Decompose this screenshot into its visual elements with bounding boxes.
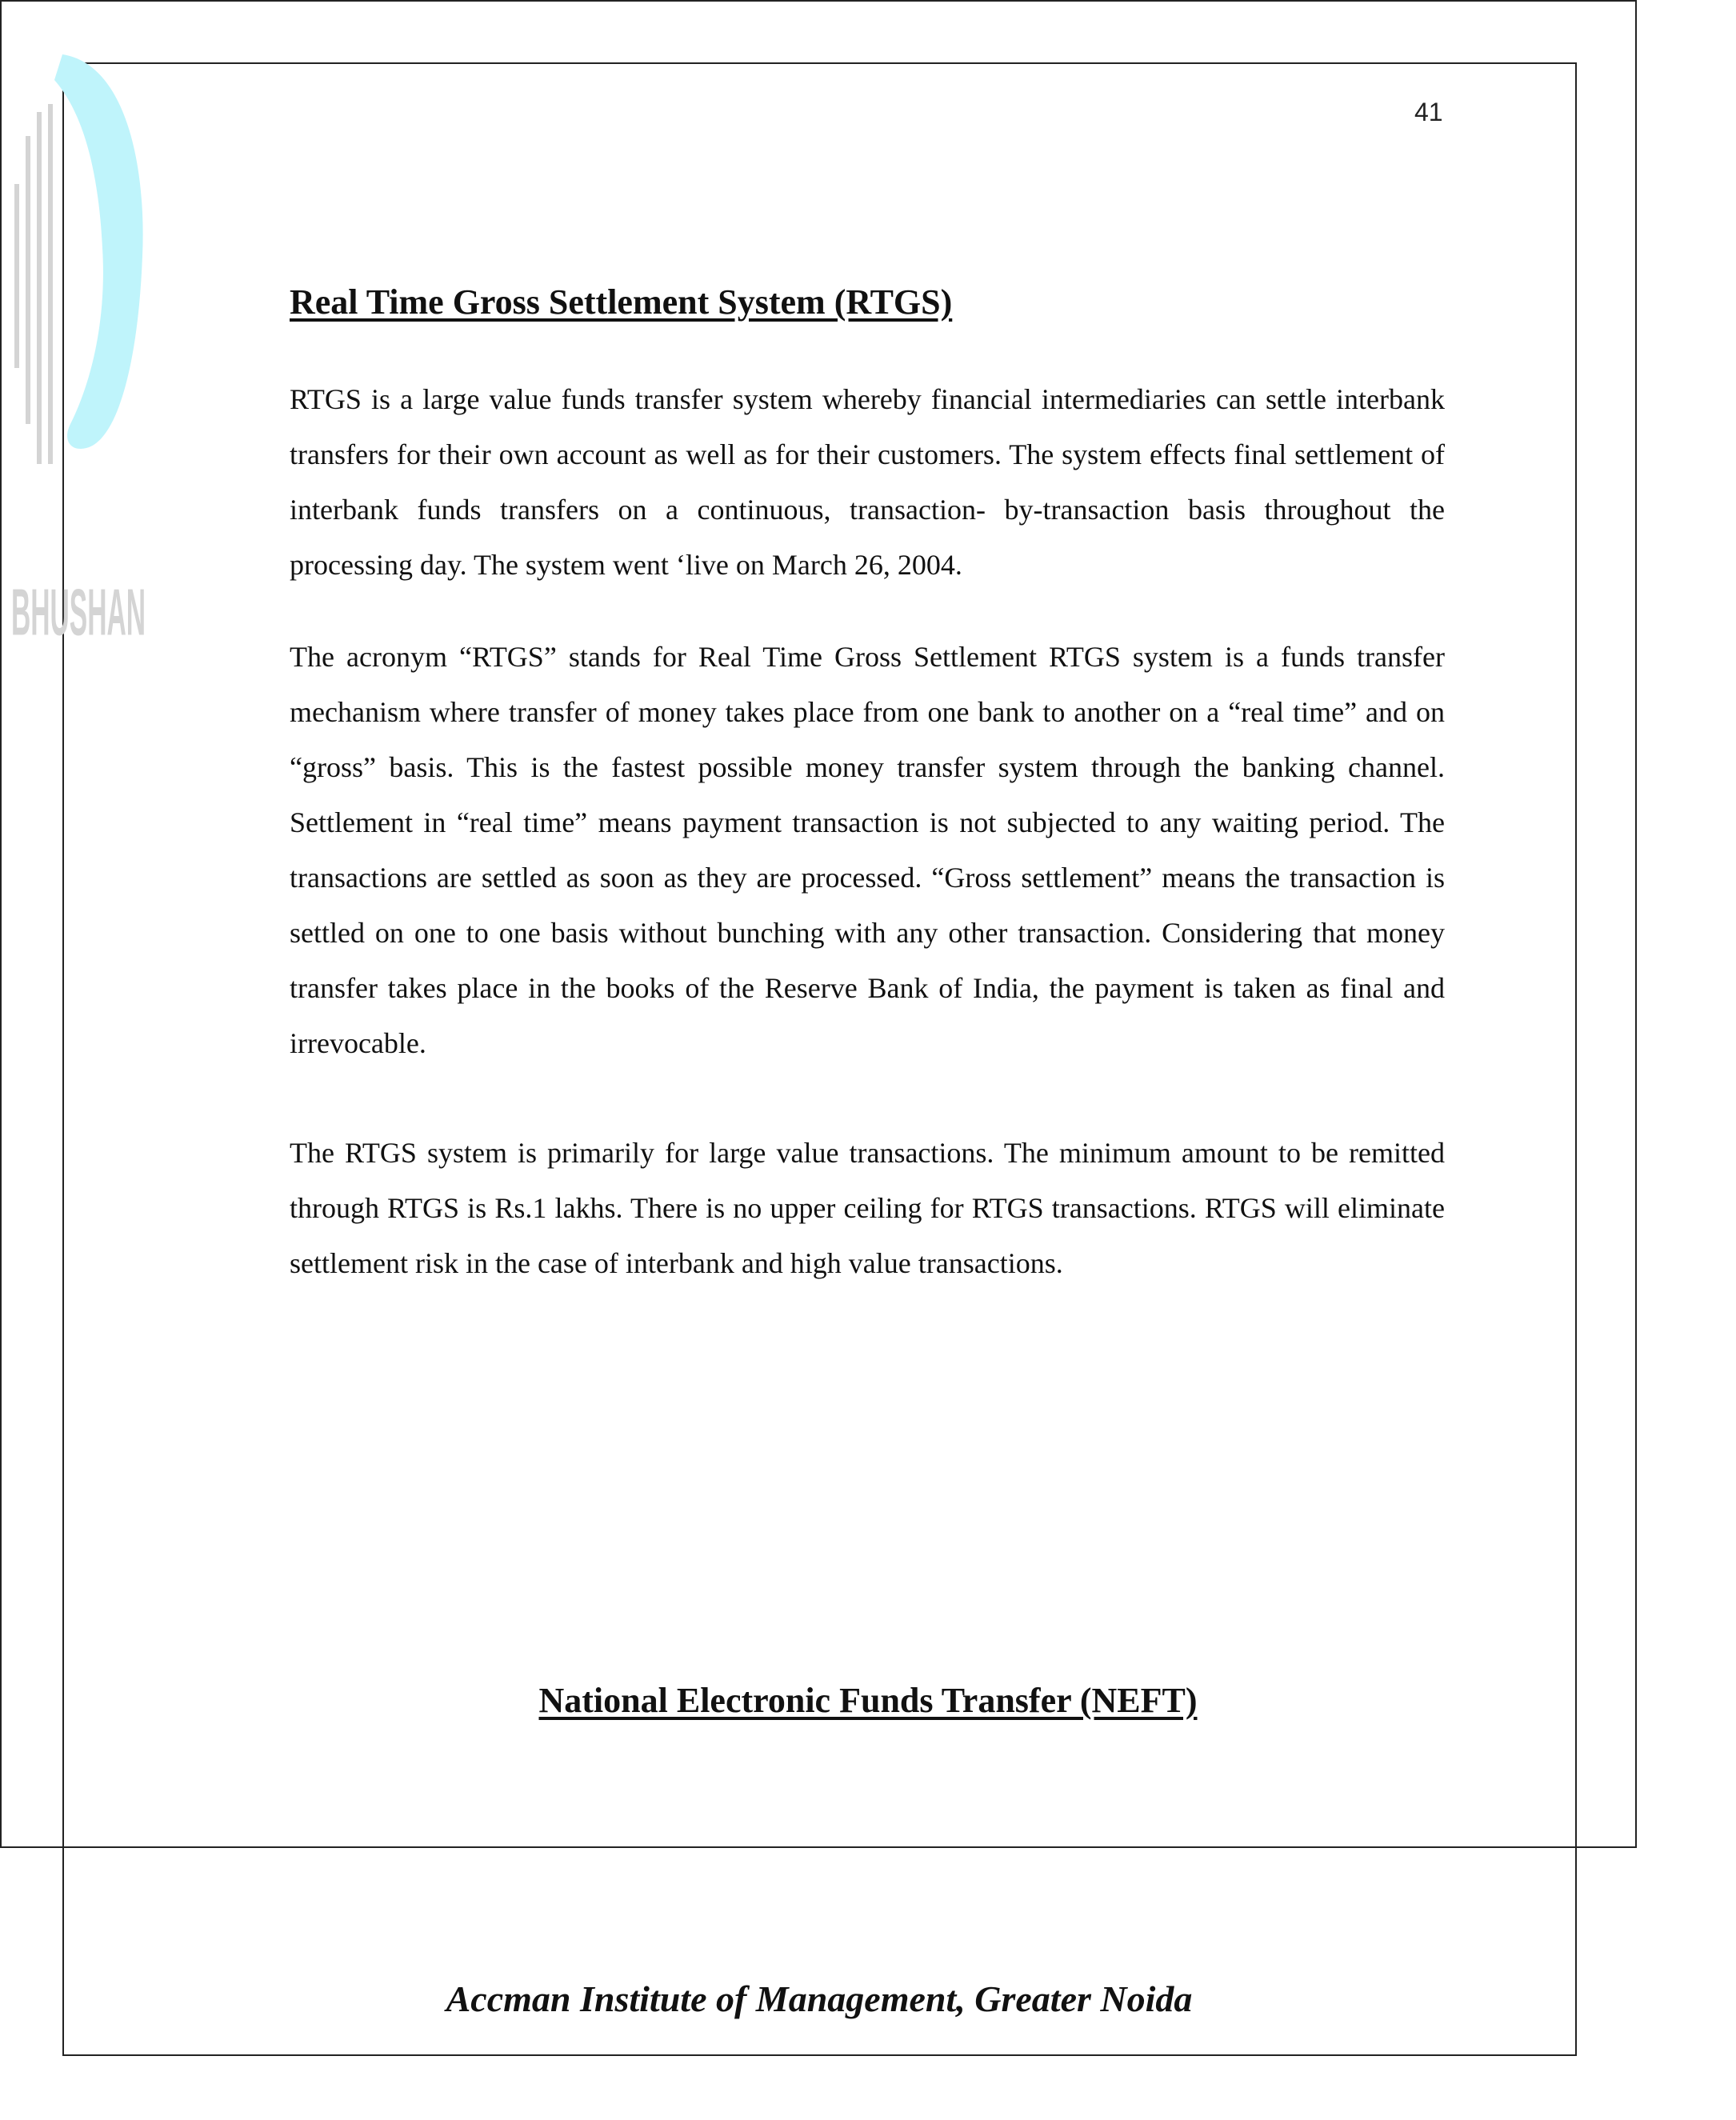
footer-institute-name: Accman Institute of Management, Greater Noida (446, 1978, 1193, 2019)
rtgs-paragraph-2: The acronym “RTGS” stands for Real Time Gross Settlement RTGS system is a funds transfer mechanism where transfer of money takes place from one bank to another on a “real time” and on “gross” basis. This is the fastest possible money transfer system through the banking channel. Settlement in “real time” means payment transaction is not subjected to any waiting period. The transactions are settled as soon as they are processed. “Gross settlement” means the transaction is settled on one to one basis without bunching with any other transaction. Considering that money transfer takes place in the books of the Reserve Bank of India, the payment is taken as final and irrevocable. (290, 640, 1445, 1059)
rtgs-heading: Real Time Gross Settlement System (RTGS) (290, 282, 953, 322)
bhushan-watermark-logo (6, 48, 150, 650)
neft-heading: National Electronic Funds Transfer (NEFT) (538, 1681, 1198, 1720)
rtgs-paragraph-3: The RTGS system is primarily for large value transactions. The minimum amount to be remitted through RTGS is Rs.1 lakhs. There is no upper ceiling for RTGS transactions. RTGS will eliminate settlement risk in the case of interbank and high value transactions. (290, 1136, 1445, 1279)
main-content (290, 282, 1445, 1291)
watermark-text: BHUSHAN (11, 575, 146, 650)
rtgs-paragraph-1: RTGS is a large value funds transfer system whereby financial intermediaries can settle interbank transfers for their own account as well as for their customers. The system effects final settlement of interbank funds transfers on a continuous, transaction- by-transaction basis throughout the processing day. The system went ‘live on March 26, 2004. (290, 382, 1445, 581)
page-number: 41 (1414, 98, 1443, 126)
